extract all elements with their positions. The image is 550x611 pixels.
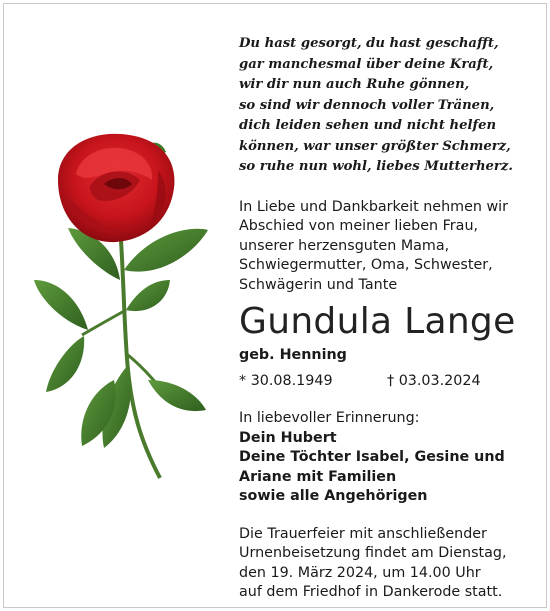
poem-line: können, war unser größter Schmerz, <box>239 138 511 154</box>
intro-line: unserer herzensguten Mama, <box>239 237 450 254</box>
poem-line: so sind wir dennoch voller Tränen, <box>239 97 495 113</box>
mourner-line: Ariane mit Familien <box>239 468 397 485</box>
mourner-line: Dein Hubert <box>239 429 337 446</box>
deceased-name: Gundula Lange <box>239 301 516 342</box>
mourners <box>239 409 539 507</box>
intro-line: Abschied von meiner lieben Frau, <box>239 218 479 234</box>
intro-line: Schwiegermutter, Oma, Schwester, <box>239 257 493 273</box>
maiden-name: geb. Henning <box>239 347 347 363</box>
intro-text <box>239 198 539 296</box>
intro-line: Schwägerin und Tante <box>239 276 398 293</box>
mourner-line: Deine Töchter Isabel, Gesine und <box>239 449 505 465</box>
poem-line: Du hast gesorgt, du hast geschafft, <box>239 36 499 51</box>
mourners-heading: In liebevoller Erinnerung: <box>239 410 420 426</box>
poem-line: so ruhe nun wohl, liebes Mutterherz. <box>239 159 513 174</box>
intro-line: In Liebe und Dankbarkeit nehmen wir <box>239 198 509 215</box>
funeral-line: den 19. März 2024, um 14.00 Uhr <box>239 564 481 581</box>
poem-line: wir dir nun auch Ruhe gönnen, <box>239 77 470 92</box>
notice-text-column <box>239 34 539 603</box>
poem <box>239 34 539 178</box>
funeral-info <box>239 525 539 603</box>
poem-line: gar manchesmal über deine Kraft, <box>239 56 494 72</box>
funeral-line: auf dem Friedhof in Dankerode statt. <box>239 584 503 600</box>
funeral-line: Urnenbeisetzung findet am Dienstag, <box>239 545 507 561</box>
birth-date: * 30.08.1949 <box>239 373 333 389</box>
funeral-line: Die Trauerfeier mit anschließender <box>239 525 487 542</box>
red-rose-image <box>28 130 213 485</box>
life-dates <box>239 371 539 391</box>
poem-line: dich leiden sehen und nicht helfen <box>239 118 497 133</box>
death-date: † 03.03.2024 <box>387 373 481 389</box>
mourner-line: sowie alle Angehörigen <box>239 488 428 504</box>
